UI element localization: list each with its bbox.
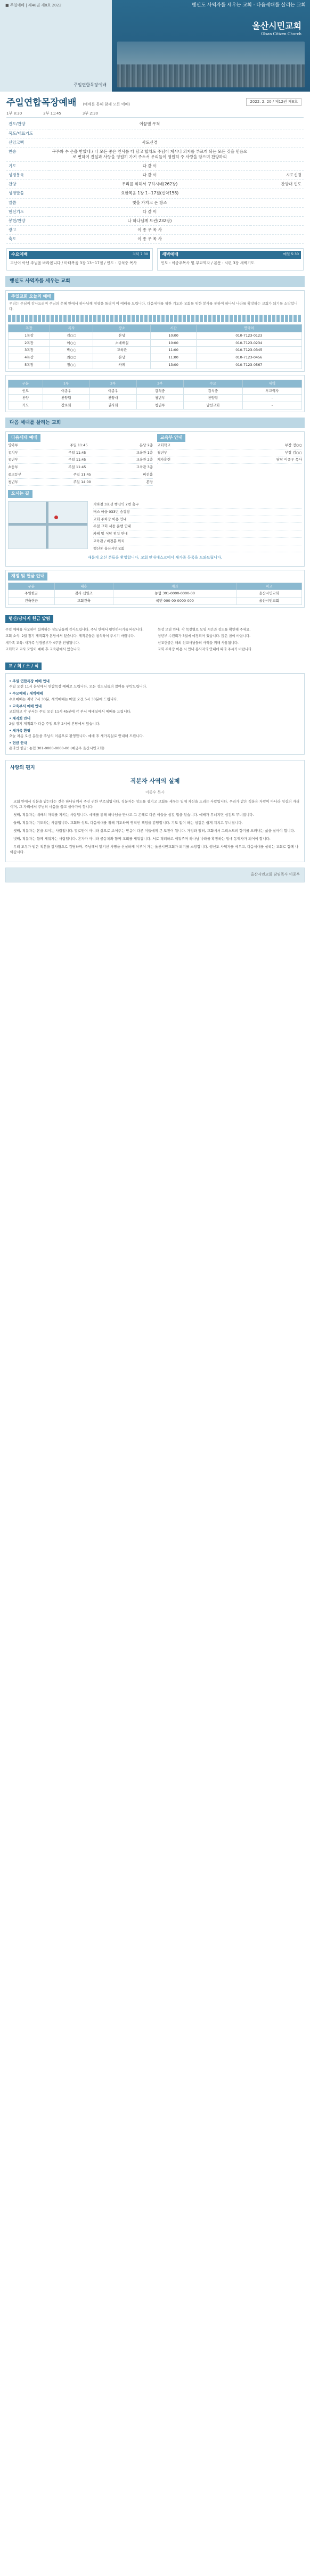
notice-body: 오늘 처음 오신 분들을 주님의 이름으로 환영합니다. 예배 후 새가족실로 안내해 드립니다. [9,733,144,738]
dawn-title: 새벽예배 [162,252,178,257]
header-right-panel [112,0,310,92]
map-road-vertical [46,502,48,549]
service-order-row [6,189,304,198]
offering-cell: 농협 301-0000-0000-00 [113,590,236,598]
next-generation-cell: 영아부 [8,443,18,447]
news-item: 청년부 수련회가 3월에 예정되어 있습니다. 많은 참여 바랍니다. [158,634,251,639]
offering-table [8,583,302,605]
service-order-item: 광고 [6,225,49,234]
worship-leaders-row [9,395,302,402]
service-times [6,110,304,118]
worship-leaders-cell: 이종우 [43,387,89,395]
notice-list [5,673,305,755]
small-group-row [9,347,302,354]
next-generation-cell: 주일 11:45 [73,472,91,477]
section-banner-1 [5,276,305,287]
news-item: 교회 주차장 이용 시 안내 봉사자의 안내에 따라 주시기 바랍니다. [158,648,253,652]
small-group-cell: 1목장 [9,332,50,339]
next-generation-row [8,464,153,471]
small-group-column-header: 목자 [50,325,93,332]
service-order-detail: 이 종 우 목 사 [49,225,250,234]
service-time-1: 1부 8:30 [6,111,22,116]
wednesday-title: 수요예배 [11,252,28,257]
notice-title: • 헌금 안내 [9,740,27,745]
dawn-service-box [157,248,304,271]
service-order-detail: 이끔엔 무척 [49,120,250,129]
small-group-cell: 10:00 [151,332,196,339]
service-order-row [6,171,304,180]
next-generation-row [8,449,153,457]
service-order-note [250,198,304,207]
wednesday-body: 고난이 아닌 주님을 바라봅니다 / 마태복음 3장 13~17절 / 인도 : 김석중 목사 [10,260,137,265]
small-group-cell: 010-7123-0345 [196,347,301,354]
service-order-item: 신앙고백 [6,138,49,147]
small-group-table [8,324,302,369]
news-item: 선교헌금은 해외 선교사님들의 사역을 위해 사용됩니다. [158,641,239,645]
next-generation-row [8,471,153,479]
service-order-note [250,225,304,234]
worship-leaders-cell: 장로회 [43,402,89,410]
small-group-cell: 본당 [93,332,151,339]
header-left-caption: 주일연합목장예배 [74,83,107,88]
next-generation-cell: 주일 11:45 [68,457,86,462]
small-group-cell: 4목장 [9,354,50,362]
offering-row [9,598,302,605]
offering-column-header: 구분 [9,583,55,590]
education-cell: 교회학교 [157,443,171,447]
small-group-column-header: 장소 [93,325,151,332]
service-order-item: 찬양 [6,180,49,189]
date-box: 2022. 2. 20 / 제12권 제8호 [246,98,301,106]
worship-leaders-table [8,380,302,410]
offering-cell: 건축헌금 [9,598,55,605]
directions-item: 교회 주차장 이용 안내 [93,516,302,524]
small-group-cell: 최○○ [50,354,93,362]
offering-section [5,570,305,608]
header-left-panel [0,0,112,92]
service-order-item: 헌신기도 [6,207,49,216]
education-cell: 담당 이종우 목사 [276,457,302,462]
worship-leaders-row [9,402,302,410]
next-generation-cell: 초등부 [8,465,18,470]
news-item: 새가족 교육: 새가족 성경공부가 4주간 진행됩니다. [5,641,80,645]
section-banner-2-title: 다음 세대를 살리는 교회 [10,420,61,426]
church-location-marker-icon [54,516,58,519]
bottom-spacer [0,882,310,889]
header-top-line: ■ 주일예배 | 제48권 제8호 2022 [5,3,62,7]
small-group-row [9,354,302,362]
worship-leaders-cell: 청년부 [136,395,183,402]
service-order-item: 성경말씀 [6,189,49,198]
section-banner-2 [5,418,305,428]
service-order-detail: 다 같 이 [49,207,250,216]
offering-row [9,590,302,598]
worship-leaders-column-header: 1부 [43,380,89,387]
worship-leaders-column-header: 2부 [89,380,136,387]
notice-body: 교회학교 각 부서는 주일 오전 11시 45분에 각 부서 예배실에서 예배를 드립니다. [9,709,132,714]
service-order-detail: 다 같 이 [49,162,250,171]
education-header: 교육부 안내 [157,434,185,442]
dawn-service-header [160,251,301,259]
service-order-note [250,138,304,147]
directions-header: 오시는 길 [8,490,32,498]
church-logo [252,20,301,37]
service-order-note [250,129,304,138]
next-generation-cell: 교육관 3층 [136,465,153,470]
service-order-note [250,120,304,129]
offering-column-header: 비고 [236,583,302,590]
education-row [157,449,302,457]
small-group-cell: 정○○ [50,361,93,369]
next-generation-cell: 본당 [146,479,153,484]
service-order-note [250,235,304,244]
worship-leaders-cell: 찬양대 [89,395,136,402]
next-generation-cell: 중고등부 [8,472,22,477]
pastor-letter-paragraph: 둘째, 직분자는 기도하는 사람입니다. 교회와 성도, 다음세대를 위해 기도하며 영적인 책임을 감당합니다. 기도 없이 하는 섬김은 쉽게 지치고 무너집니다. [13,821,243,825]
news-item: 교회학교 교사 모임이 예배 후 교육관에서 있습니다. [5,648,81,652]
worship-leaders-column-header: 수요 [183,380,242,387]
service-order-item: 봉헌/찬양 [6,216,49,225]
service-order-detail: 다 같 이 [49,171,250,180]
service-order-detail: 빛을 가지고 온 창조 [49,198,250,207]
service-order-row [6,180,304,189]
small-group-cell: 박○○ [50,347,93,354]
next-generation-columns [8,434,302,486]
worship-leaders-cell: 김석중 [136,387,183,395]
directions-item: 카페 및 식당 위치 안내 [93,530,302,538]
small-group-cell: 13:00 [151,361,196,369]
small-group-cell: 010-7123-0456 [196,354,301,362]
education-cell: 부장 정○○ [284,443,302,447]
next-generation-row [8,442,153,449]
service-order-detail: 구주와 수 은을 받았네 / 너 모든 좋은 인사를 다 담고 합쳐도 주님이 계시니 의지를 부르게 되는 모든 것을 믿음으로 변하여 진실과 사랑을 영원히 가져 주소서 우리들이 영원히 주 사랑을 담으며 찬양하리 [49,147,250,161]
news-right-column [158,627,305,654]
service-order-table [6,120,304,244]
education-cell: 청년부 [157,450,167,455]
offering-cell: 국민 000-00-0000-000 [113,598,236,605]
service-order-row [6,207,304,216]
small-group-row [9,332,302,339]
bulletin-page [0,0,310,889]
wednesday-service-box [6,248,153,271]
worship-leaders-cell: - [242,395,301,402]
next-generation-cell: 교육관 2층 [136,457,153,462]
header-slogan: 행신도 사역자를 세우는 교회 · 다음세대를 살리는 교회 [191,3,306,8]
service-order-row [6,225,304,234]
next-generation-left [8,434,153,486]
service-order-detail: 우리를 위해서 구하시네(262장) [49,180,250,189]
next-generation-cell: 비전홀 [143,472,153,477]
next-generation-cell: 청년부 [8,479,18,484]
education-row [157,442,302,449]
small-group-cell: 11:00 [151,347,196,354]
directions-item: 버스 마을 033번 승강장 [93,509,302,516]
service-order-item: 묵도/대표기도 [6,129,49,138]
small-group-section [5,290,305,372]
directions-item: 교육관 / 비전홀 위치 [93,538,302,545]
small-group-column-header: 시간 [151,325,196,332]
service-order-note [250,207,304,216]
education-right [157,434,302,486]
education-list [157,442,302,464]
service-order-note [250,216,304,225]
service-order-note [250,189,304,198]
notice-title: • 수요예배 / 새벽예배 [9,691,43,696]
offering-column-header: 계좌 [113,583,236,590]
pastor-letter-paragraph: 셋째, 직분자는 본을 보이는 사람입니다. 말로만이 아니라 삶으로 보여주는 믿음이 다른 이들에게 큰 도전이 됩니다. 가정과 일터, 교회에서 그리스도의 향기를 드러내는 삶을 살아야 합니다. [13,829,295,833]
education-row [157,456,302,464]
worship-leaders-row [9,387,302,395]
service-order-note [250,147,304,161]
dawn-body: 인도 : 이종우목사 및 부교역자 / 본문 : 시편 3장 새벽기도 [161,260,255,265]
crowd-image [117,64,305,87]
small-group-cell: 3목장 [9,347,50,354]
education-cell: 제자훈련 [157,457,171,462]
dawn-time: 매일 5:30 [283,252,299,257]
worship-leaders-column-header: 3부 [136,380,183,387]
service-order-detail: 사도신경 [49,138,250,147]
offering-cell: 감사·십일조 [54,590,113,598]
pastor-letter-paragraph: 교회 안에서 직분을 맡는다는 것은 하나님께서 주신 귀한 부르심입니다. 직분자는 성도를 섬기고 교회를 세우는 일에 자신을 드리는 사람입니다. 우리가 받은 직분은 자랑이 아니라 섬김의 자리이며, 그 자리에서 주님의 마음을 품고 살아가야 합니다. [10,799,300,809]
worship-leaders-cell: 찬양 [9,395,43,402]
bulletin-footer: 올산시민교회 담임목사 이종우 [5,868,305,882]
news-item: 목장 모임 안내: 각 목장별로 모임 시간과 장소를 확인해 주세요. [158,627,251,632]
offering-header: 재정 및 헌금 안내 [8,573,47,580]
worship-leaders-cell: 인도 [9,387,43,395]
service-order-detail: 요한복음 1장 1~17절(신약158) [49,189,250,198]
small-group-cell: 2목장 [9,339,50,347]
next-generation-cell: 주일 11:45 [70,443,88,447]
service-order-detail: 나 하나님께 드린(232장) [49,216,250,225]
next-generation-cell: 본당 2층 [139,443,153,447]
service-order-row [6,216,304,225]
small-group-row [9,361,302,369]
service-title-text: 주일연합목장예배 [6,97,77,108]
service-order-item: 기도 [6,162,49,171]
pastor-letter [5,760,305,862]
next-generation-cell: 주일 11:45 [68,450,86,455]
next-generation-section [5,431,305,567]
service-time-3: 3부 2:30 [82,111,98,116]
next-generation-cell: 유치부 [8,450,18,455]
worship-leaders-section [5,375,305,412]
notice-title: • 교육부서 예배 안내 [9,704,42,708]
offering-column-header: 내용 [54,583,113,590]
welcome-note: 새롭게 오신 분들을 환영합니다. 교회 안내데스크에서 새가족 등록을 도와드립니다. [87,555,223,560]
next-generation-cell: 교육관 1층 [136,450,153,455]
service-order-note: 시도신경 [250,171,304,180]
offering-cell: 올산시민교회 [236,590,302,598]
service-order-row [6,129,304,138]
wednesday-service-header [9,251,150,259]
notice-header: 교 / 회 / 소 / 식 [5,663,42,670]
news-header: 행신/당사지 헌금 알림 [5,615,53,623]
service-time-2: 2부 11:45 [43,111,61,116]
news-item: 주일 예배를 사모하며 함께하는 성도님들께 감사드립니다. 주님 안에서 평안하시기를 바랍니다. [5,627,144,632]
service-order-item: 말씀 [6,198,49,207]
small-group-cell: 11:00 [151,354,196,362]
next-generation-row [8,479,153,486]
directions-list [93,501,302,552]
service-order-row [6,120,304,129]
pastor-letter-paragraph: 첫째, 직분자는 예배의 자리를 지키는 사람입니다. 예배를 통해 하나님을 만나고 그 은혜로 다른 이들을 섬길 힘을 얻습니다. 예배가 무너지면 섬김도 무너집니다. [13,813,254,817]
small-group-column-header: 목장 [9,325,50,332]
pastor-letter-title: 직분자 사역의 실제 [130,778,180,785]
weekday-services [6,248,304,271]
worship-leaders-cell: 남선교회 [183,402,242,410]
next-generation-cell: 유년부 [8,457,18,462]
worship-leaders-cell: 부교역자 [242,387,301,395]
pastor-letter-paragraph: 우리 모두가 받은 직분을 감사함으로 감당하며, 주님께서 맡기신 사명을 신실하게 이루어 가는 올산시민교회가 되기를 소망합니다. 행신도 사역자를 세우고, 다음세대를 살리는 교회로 함께 나아갑시다. [10,845,299,855]
next-generation-header: 다음세대 예배 [8,434,40,442]
notice-title: • 새가족 환영 [9,728,31,733]
small-group-paragraph: 우리는 주님께 감사드리며 주님의 은혜 안에서 하나님께 영광을 돌리며 이 예배를 드립니다. 다음세대를 위한 기도와 교회를 위한 봉사를 통하여 하나님 나라를 확장하는 교회가 되기를 소망합니다. [9,301,298,311]
service-order-row [6,235,304,244]
worship-leaders-cell: 김석중 [183,387,242,395]
next-generation-cell: 주일 11:45 [68,465,86,470]
worship-leaders-column-header: 새벽 [242,380,301,387]
service-subtitle: (예배를 통해 함께 모든 예배) [83,102,130,107]
offering-cell: 교회건축 [54,598,113,605]
section-banner-1-title: 행신도 사역자를 세우는 교회 [10,279,70,284]
small-group-cell: 카페 [93,361,151,369]
small-group-cell: 이○○ [50,339,93,347]
service-order-note: 찬양대 인도 [250,180,304,189]
notice-body: 수요예배는 저녁 7시 30분, 새벽예배는 매일 오전 5시 30분에 드립니다. [9,697,118,701]
pastor-letter-author: 이종우 목사 [145,790,165,795]
service-order-note [250,162,304,171]
pastor-letter-header: 사랑의 편지 [10,765,35,771]
service-order-item: 전도/찬양 [6,120,49,129]
directions-item: 지하철 3호선 행신역 2번 출구 [93,501,302,509]
service-order-item: 찬송 [6,147,49,161]
service-order-item: 성경봉독 [6,171,49,180]
notice-body: 2월 정기 제직회가 다음 주일 오후 2시에 본당에서 있습니다. [9,721,101,726]
service-section [0,92,310,271]
small-group-cell: 010-7123-0234 [196,339,301,347]
service-order-row [6,147,304,161]
worship-leaders-cell: 청년부 [136,402,183,410]
small-group-cell: 5목장 [9,361,50,369]
news-item: 교회 소식: 2월 정기 제직회가 본당에서 있습니다. 제직분들은 참석하여 주시기 바랍니다. [5,634,135,639]
small-group-cell: 김○○ [50,332,93,339]
notice-body: 주일 오전 11시 본당에서 연합목장 예배로 드립니다. 모든 성도님들의 참여를 부탁드립니다. [9,684,148,689]
worship-leaders-column-header: 구분 [9,380,43,387]
small-group-cell: 교육관 [93,347,151,354]
congregation-photo [117,42,305,87]
worship-leaders-cell: 찬양팀 [43,395,89,402]
small-group-column-header: 연락처 [196,325,301,332]
bulletin-header [0,0,310,92]
small-group-cell: 010-7123-0123 [196,332,301,339]
worship-leaders-cell: 권사회 [89,402,136,410]
service-order-row [6,198,304,207]
service-order-item: 축도 [6,235,49,244]
small-group-header: 주일교회 오늘의 예배 [8,293,54,301]
divider-graphic [8,315,302,322]
directions-box [8,501,302,552]
small-group-cell: 본당 [93,354,151,362]
small-group-cell: 소예배실 [93,339,151,347]
notice-title: • 주일 연합목장 예배 안내 [9,679,50,684]
service-order-detail: 이 종 우 목 사 [49,235,250,244]
offering-cell: 주일헌금 [9,590,55,598]
small-group-cell: 010-7123-0567 [196,361,301,369]
small-group-cell: 10:00 [151,339,196,347]
pastor-letter-paragraph: 넷째, 직분자는 함께 세워가는 사람입니다. 혼자가 아니라 공동체와 함께 교회를 세워갑니다. 서로 격려하고 세워주며 하나님 나라를 확장하는 일에 동역자가 되어야 합니다. [13,837,271,841]
small-group-row [9,339,302,347]
worship-leaders-cell: 이종우 [89,387,136,395]
service-order-row [6,138,304,147]
directions-item: 행신동 올산시민교회 [93,545,302,553]
wednesday-time: 저녁 7:30 [132,252,148,257]
service-order-detail [49,129,250,138]
news-columns [5,627,305,654]
church-name: 올산시민교회 [252,21,301,31]
location-map [8,501,88,549]
news-left-column [5,627,152,654]
worship-leaders-cell: 기도 [9,402,43,410]
offering-cell: 올산시민교회 [236,598,302,605]
worship-leaders-cell: 찬양팀 [183,395,242,402]
education-cell: 부장 김○○ [284,450,302,455]
next-generation-list [8,442,153,486]
service-order-row [6,162,304,171]
church-subtitle: Olsan Citizen Church [261,31,301,36]
directions-item: 주일 교회 셔틀 운행 안내 [93,523,302,530]
next-generation-row [8,456,153,464]
pastor-letter-body [10,799,300,855]
next-generation-cell: 주일 14:00 [73,479,91,484]
notice-body: 온라인 헌금: 농협 301-0000-0000-00 (예금주 올산시민교회) [9,746,104,751]
notice-title: • 제직회 안내 [9,716,31,721]
worship-leaders-cell: - [242,402,301,410]
